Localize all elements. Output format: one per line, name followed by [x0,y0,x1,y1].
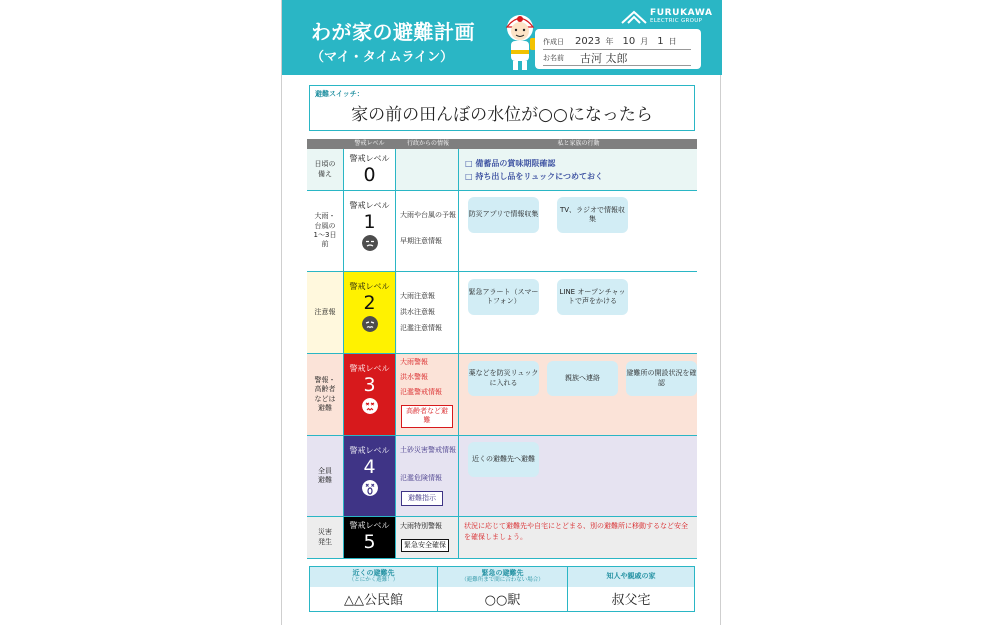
destination-nearby [310,567,438,611]
row-label: 大雨・台風の1〜3日前 [313,212,337,249]
destination-relatives [568,567,694,611]
gov-info-cell [397,354,459,435]
level-title: 警戒レベル [349,201,390,210]
date-row [543,34,691,50]
gov-info-item: 氾濫危険情報 [400,474,442,482]
level-number: 0 [363,164,376,186]
logo-subtitle: ELECTRIC GROUP [650,18,703,24]
level-title: 警戒レベル [349,521,390,530]
level-number: 2 [363,292,376,314]
actions-cell [460,517,697,558]
switch-text[interactable]: 家の前の田んぼの水位が○○になったら [351,105,653,125]
gov-info-cell [397,436,459,516]
row-label: 全員避難 [318,466,332,484]
actions-cell [460,436,697,516]
gov-info-cell [397,272,459,353]
date-year[interactable]: 2023 [575,36,601,47]
level-5-badge [343,517,396,558]
gov-info-item: 土砂災害警戒情報 [400,446,456,454]
level-3-badge [343,354,396,435]
header-level: 警戒レベル [354,140,385,147]
gov-info-cell [397,149,459,190]
logo-name: FURUKAWA [650,8,713,18]
destination-subtitle: （避難所まで間に合わない場合） [461,577,544,584]
gov-info-item: 洪水警報 [400,373,428,381]
action-button[interactable]: 緊急アラート（スマートフォン） [468,279,539,315]
name-label: お名前 [543,53,564,62]
table-row-level-2 [307,272,697,354]
level-title: 警戒レベル [349,282,390,291]
destination-value[interactable]: △△公民館 [344,593,403,608]
destination-header [310,567,437,587]
row-label: 警報・高齢者などは避難 [314,375,336,412]
destination-header [568,567,694,587]
gov-info-item: 氾濫注意情報 [400,324,442,332]
destination-header [438,567,567,587]
table-row-level-5 [307,517,697,559]
author-info-box [535,29,701,69]
evacuation-tag: 高齢者など避難 [401,405,453,428]
level-4-badge [343,436,396,516]
row-label: 日頃の備え [314,160,336,178]
level-1-badge [343,191,396,271]
checklist-item[interactable]: □ 備蓄品の賞味期限確認 [465,159,556,168]
gov-info-item: 氾濫警戒情報 [400,388,442,396]
evacuation-tag: 避難指示 [401,491,443,506]
table-row-level-3 [307,354,697,436]
logo-house-icon [620,10,648,24]
date-month[interactable]: 10 [622,36,636,47]
name-field[interactable]: 古河 太郎 [580,51,628,65]
level-number: 5 [363,531,376,553]
level-title: 警戒レベル [349,154,390,163]
evacuation-plan-sheet [281,0,721,625]
switch-label: 避難スイッチ： [315,90,364,98]
table-header [307,139,697,149]
header-banner [282,0,722,75]
table-row-level-4 [307,436,697,517]
distressed-face-icon [362,398,378,414]
table-row-level-1 [307,191,697,272]
level-0-badge [343,149,396,190]
row-label: 災害発生 [318,528,332,546]
gov-info-cell [397,191,459,271]
month-unit: 月 [640,37,649,46]
date-day[interactable]: 1 [657,36,664,47]
name-row [543,50,691,66]
level-2-badge [343,272,396,353]
action-button[interactable]: 薬などを防災リュックに入れる [468,361,539,396]
page-title: わが家の避難計画 [311,20,475,44]
date-label: 作成日 [543,37,564,46]
day-unit: 日 [668,37,677,46]
level-title: 警戒レベル [349,446,390,455]
gov-info-cell [397,517,459,558]
destination-title: 近くの避難先 [352,569,395,577]
checklist-item[interactable]: □ 持ち出し品をリュックにつめておく [465,172,603,181]
year-unit: 年 [605,37,614,46]
header-family-actions: 私と家族の行動 [557,140,600,147]
gov-info-item: 早期注意情報 [400,237,442,245]
evacuation-destinations [309,566,695,612]
destination-title: 緊急の避難先 [481,569,524,577]
action-button[interactable]: 近くの避難先へ避難 [468,442,539,477]
action-button[interactable]: TV、ラジオで情報収集 [557,197,628,233]
table-row-level-0 [307,149,697,191]
level-number: 1 [363,211,376,233]
action-button[interactable]: 親族へ連絡 [547,361,618,396]
evacuation-switch-box [309,85,695,131]
level-title: 警戒レベル [349,364,390,373]
timeline-table [307,139,697,559]
destination-title: 知人や親戚の家 [606,572,656,580]
destination-value[interactable]: ○○駅 [484,593,521,608]
actions-cell [460,191,697,271]
page-subtitle: （マイ・タイムライン） [311,50,454,65]
action-button[interactable]: 避難所の開設状況を確認 [626,361,697,396]
gov-info-item: 大雨注意報 [400,292,435,300]
gov-info-item: 大雨警報 [400,358,428,366]
actions-cell [460,354,697,435]
destination-emergency [438,567,568,611]
destination-value[interactable]: 叔父宅 [611,593,651,608]
company-logo [620,8,716,26]
row-label: 注意報 [314,307,336,316]
level-number: 4 [363,456,376,478]
gov-info-item: 大雨特別警報 [400,522,442,530]
gov-info-item: 洪水注意報 [400,308,435,316]
destination-subtitle: （とにかく避難！） [348,577,399,584]
gov-info-item: 大雨や台風の予報 [400,211,456,219]
evacuation-tag: 緊急安全確保 [401,539,449,552]
action-button[interactable]: LINE オープンチャットで声をかける [557,279,628,315]
actions-cell [460,272,697,353]
disaster-note: 状況に応じて避難先や自宅にとどまる、別の避難所に移動するなど安全を確保しましょう。 [464,522,688,541]
level-number: 3 [363,374,376,396]
actions-cell [460,149,697,190]
worried-face-icon [362,316,378,332]
shocked-face-icon [362,480,378,496]
neutral-face-icon [362,235,378,251]
header-gov-info: 行政からの情報 [406,140,449,147]
action-button[interactable]: 防災アプリで情報収集 [468,197,539,233]
